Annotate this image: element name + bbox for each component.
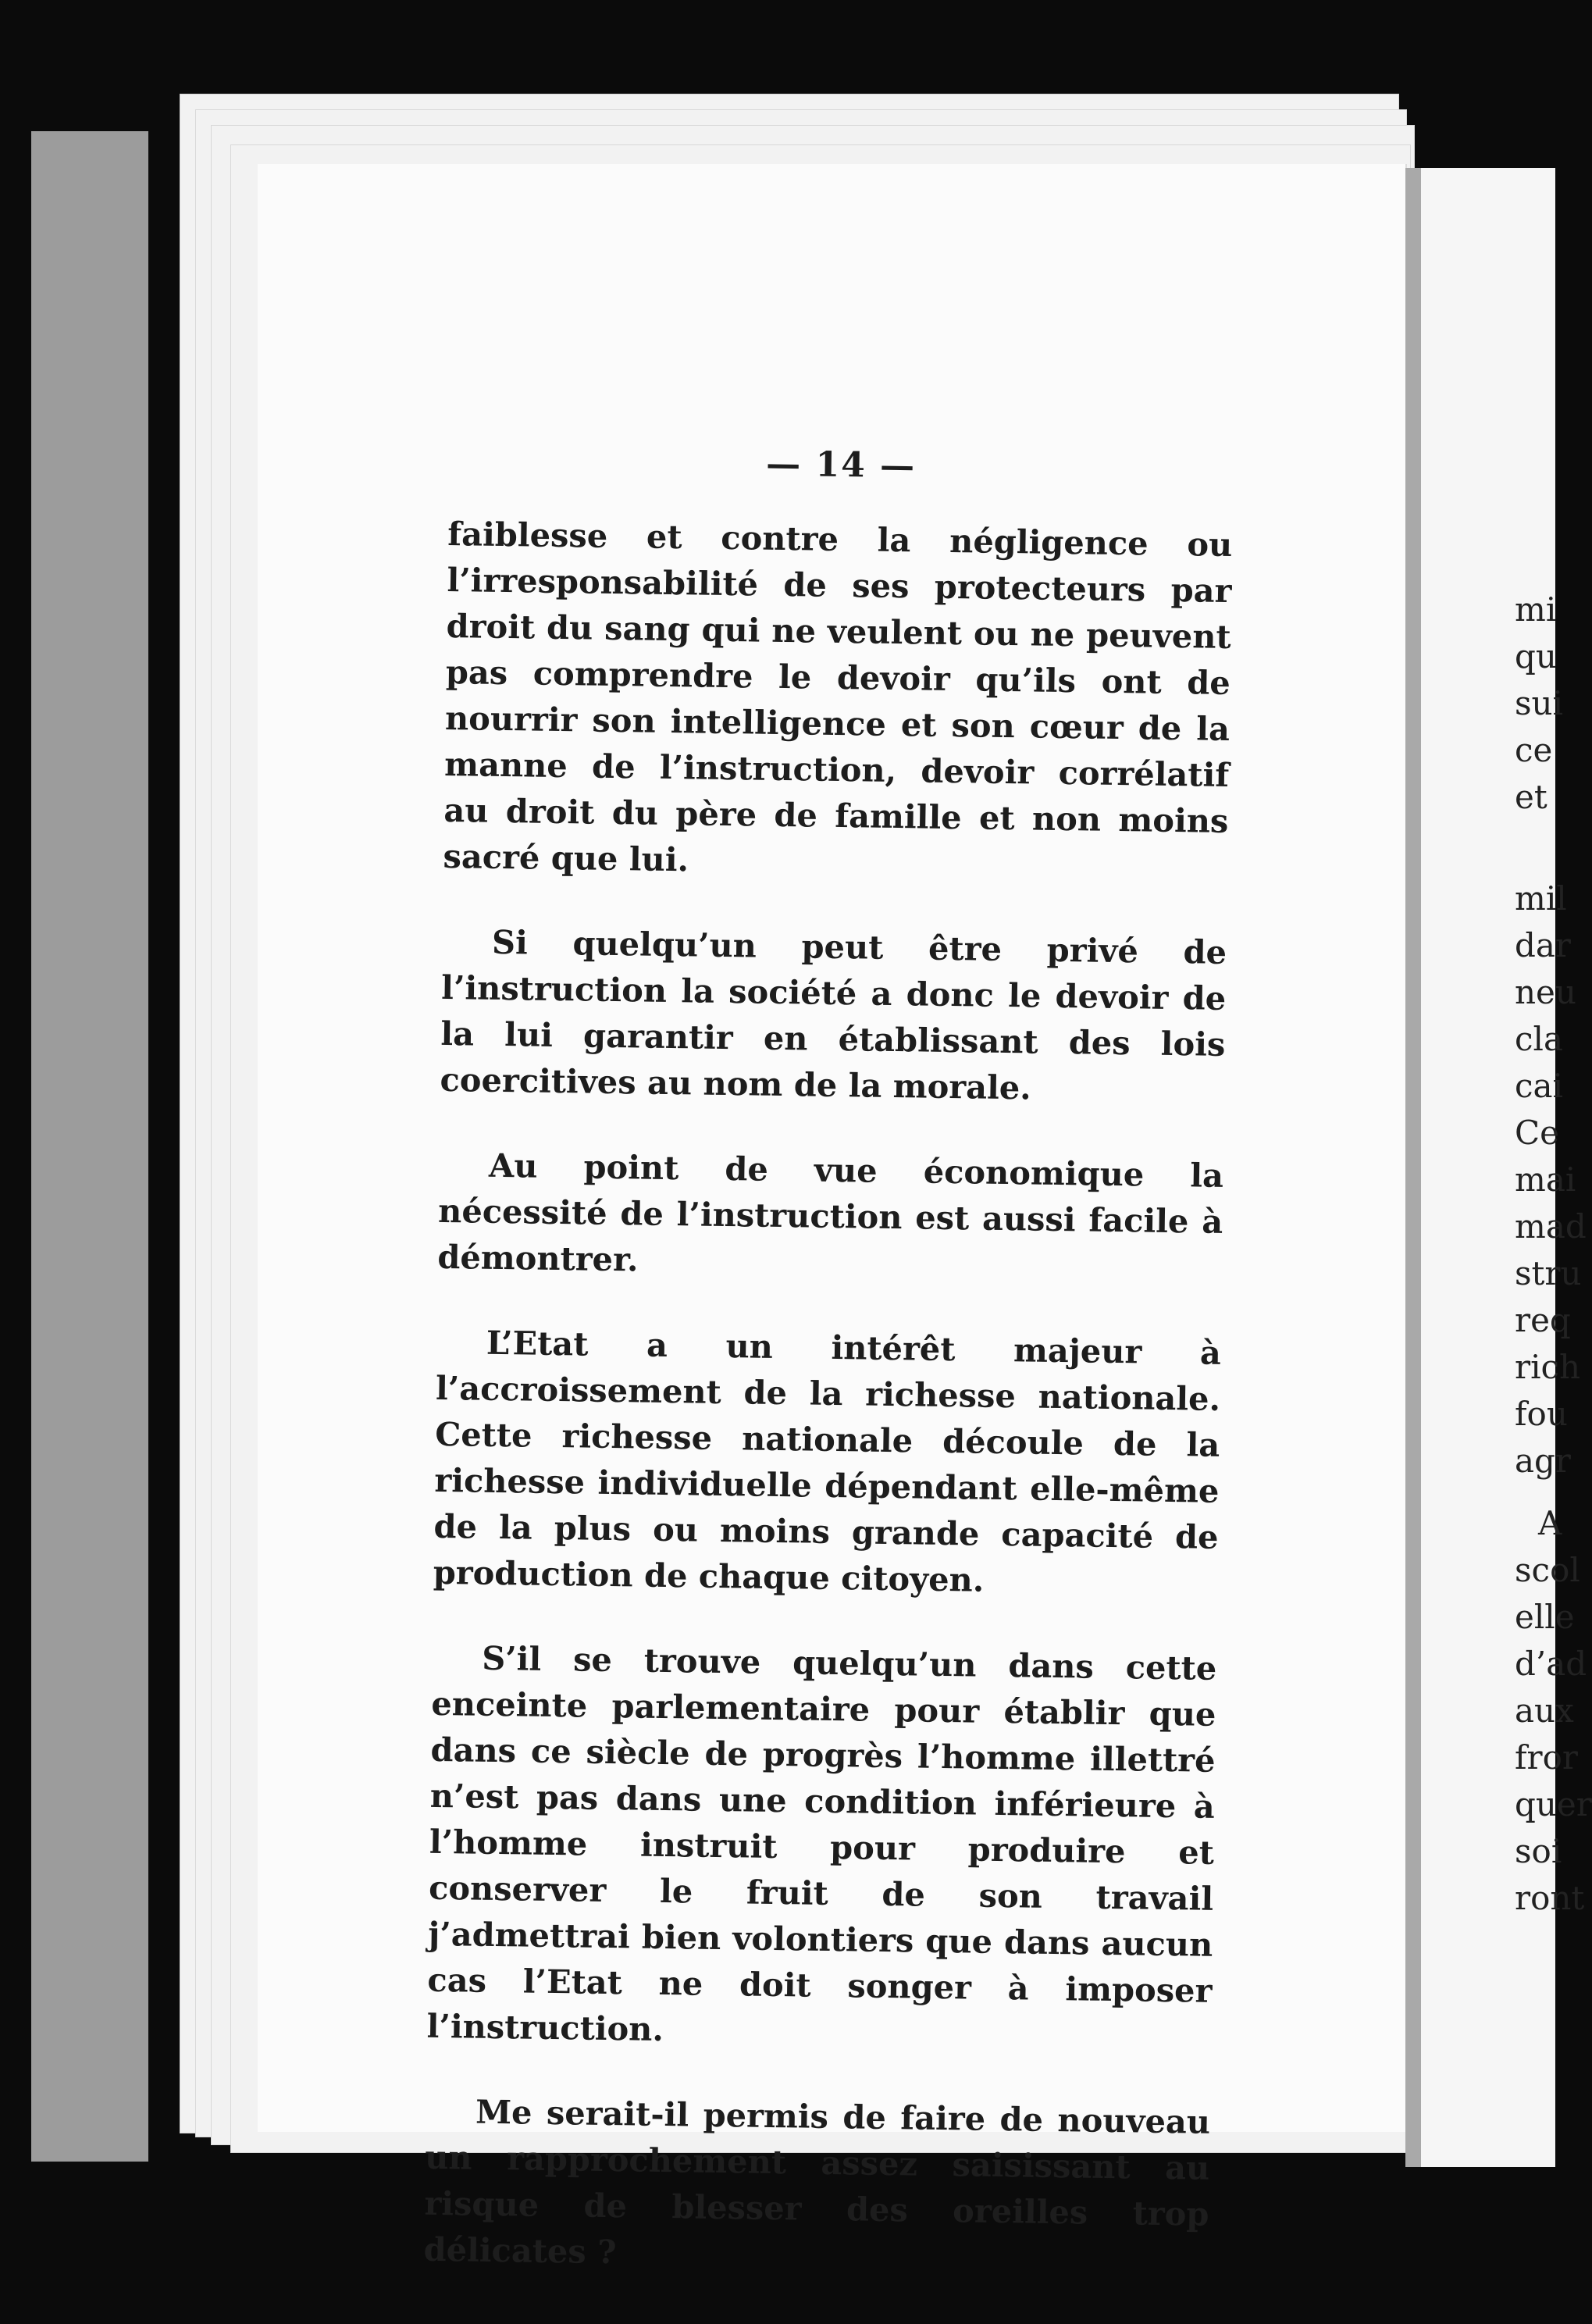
facing-page-line: mi: [1515, 590, 1557, 629]
facing-page-line: aux: [1515, 1691, 1574, 1730]
facing-page-line: elle: [1515, 1598, 1575, 1636]
facing-page-line: quer: [1515, 1785, 1592, 1823]
facing-page-line: req: [1515, 1301, 1571, 1339]
facing-page-line: fou: [1515, 1395, 1568, 1433]
paragraph: Si quelqu’un peut être privé de l’instruction la société a donc le devoir de la lui garantir en établissant des lois coercitives au nom de la morale.: [440, 922, 1227, 1107]
facing-page-line: cai: [1515, 1067, 1563, 1105]
facing-page-line: d’ad: [1515, 1645, 1587, 1683]
facing-page-line: ce: [1515, 731, 1553, 769]
paragraph: Me serait-il permis de faire de nouveau un rapprochement assez saisissant au risque de blesser des oreilles trop délicates ?: [423, 2092, 1211, 2272]
facing-page-line: et: [1515, 778, 1547, 816]
page-text-block: [423, 440, 1234, 2283]
backing-board: [31, 131, 148, 2162]
paragraph: Au point de vue économique la nécessité de l’instruction est aussi facile à démontrer.: [437, 1146, 1224, 1279]
facing-page-line: dar: [1515, 926, 1572, 964]
facing-page-line: ront: [1515, 1879, 1585, 1917]
paragraph: faiblesse et contre la négligence ou l’irresponsabilité de ses protecteurs par droit du sang qui ne veulent ou ne peuvent pas comprendre le devoir qu’ils ont de nourrir son intelligence et son cœur de la manne de l’instruction, devoir corrélatif au droit du père de famille et non moins sacré que lui.: [443, 514, 1233, 879]
facing-page-line: mad: [1515, 1207, 1587, 1246]
facing-page-line: rich: [1515, 1348, 1581, 1386]
facing-page-line: A: [1538, 1504, 1562, 1542]
facing-page-line: sui: [1515, 684, 1564, 722]
facing-page-line: mai: [1515, 1160, 1576, 1199]
facing-page-line: neu: [1515, 973, 1576, 1011]
page-number: — 14 —: [765, 444, 917, 487]
facing-page-line: fror: [1515, 1738, 1578, 1777]
facing-page-line: Ce: [1515, 1114, 1559, 1152]
facing-page-line: agr: [1515, 1442, 1572, 1480]
facing-page-line: qu: [1515, 637, 1557, 675]
facing-page: [1421, 168, 1592, 2167]
book-gutter: [1405, 168, 1421, 2167]
facing-page-line: stru: [1515, 1254, 1582, 1292]
facing-page-line: scol: [1515, 1551, 1580, 1589]
facing-page-line: mil: [1515, 879, 1567, 918]
paragraph: S’il se trouve quelqu’un dans cette enceinte parlementaire pour établir que dans ce siècle de progrès l’homme illettré n’est pas dans une condition inférieure à l’homme instruit pour produire et conserver le fruit de son travail j’admettrai bien volontiers que dans aucun cas l’Etat ne doit songer à imposer l’instruction.: [426, 1638, 1217, 2049]
facing-page-line: cla: [1515, 1020, 1563, 1058]
facing-page-line: soi: [1515, 1832, 1562, 1870]
paragraph: L’Etat a un intérêt majeur à l’accroissement de la richesse nationale. Cette richesse nationale découle de la richesse individuelle dépendant elle-même de la plus ou moins grande capacité de production de chaque citoyen.: [433, 1323, 1222, 1599]
